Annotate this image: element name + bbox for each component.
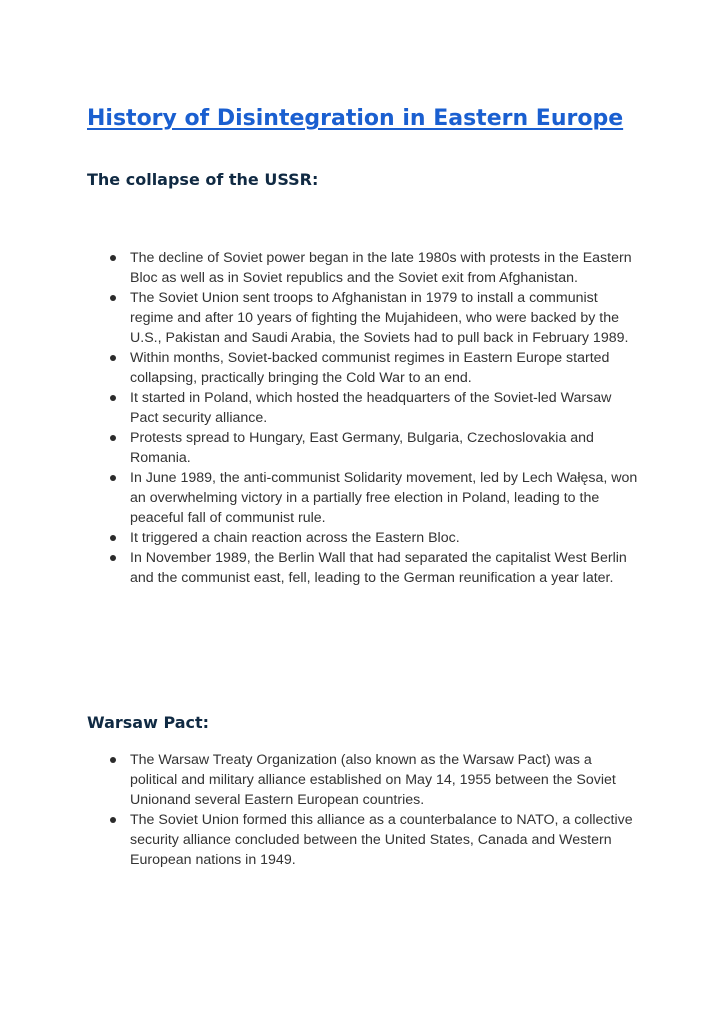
list-item xyxy=(108,750,643,810)
list-item xyxy=(108,468,643,528)
list-item xyxy=(108,810,643,870)
bullet-icon xyxy=(110,535,116,541)
section-heading-warsaw-pact: Warsaw Pact: xyxy=(87,713,210,732)
bullet-icon xyxy=(110,395,116,401)
list-item-text: The Soviet Union sent troops to Afghanistan in 1979 to install a communist regime and after 10 years of fighting the Mujahideen, who were backed by the U.S., Pakistan and Saudi Arabia, the Soviets had to pull back in February 1989. xyxy=(130,290,629,346)
list-item xyxy=(108,388,643,428)
list-item xyxy=(108,348,643,388)
bullet-icon xyxy=(110,817,116,823)
list-item-text: Within months, Soviet-backed communist regimes in Eastern Europe started collapsing, practically bringing the Cold War to an end. xyxy=(130,350,610,386)
warsaw-pact-bullet-list xyxy=(108,750,643,870)
bullet-icon xyxy=(110,255,116,261)
bullet-icon xyxy=(110,475,116,481)
ussr-collapse-bullet-list xyxy=(108,248,643,588)
bullet-icon xyxy=(110,355,116,361)
list-item-text: It started in Poland, which hosted the headquarters of the Soviet-led Warsaw Pact security alliance. xyxy=(130,390,612,426)
list-item xyxy=(108,528,643,548)
section-heading-ussr-collapse: The collapse of the USSR: xyxy=(87,170,319,189)
list-item xyxy=(108,548,643,588)
bullet-icon xyxy=(110,295,116,301)
bullet-icon xyxy=(110,555,116,561)
bullet-icon xyxy=(110,435,116,441)
list-item xyxy=(108,428,643,468)
list-item-text: In November 1989, the Berlin Wall that had separated the capitalist West Berlin and the communist east, fell, leading to the German reunification a year later. xyxy=(130,550,627,586)
list-item-text: Protests spread to Hungary, East Germany, Bulgaria, Czechoslovakia and Romania. xyxy=(130,430,594,466)
list-item-text: The Warsaw Treaty Organization (also known as the Warsaw Pact) was a political and military alliance established on May 14, 1955 between the Soviet Unionand several Eastern European countries. xyxy=(130,752,616,808)
list-item-text: In June 1989, the anti-communist Solidarity movement, led by Lech Wałęsa, won an overwhelming victory in a partially free election in Poland, leading to the peaceful fall of communist rule. xyxy=(130,470,638,526)
bullet-icon xyxy=(110,757,116,763)
document-title-link[interactable]: History of Disintegration in Eastern Europe xyxy=(87,106,624,131)
list-item-text: The decline of Soviet power began in the late 1980s with protests in the Eastern Bloc as well as in Soviet republics and the Soviet exit from Afghanistan. xyxy=(130,250,632,286)
list-item xyxy=(108,288,643,348)
list-item-text: It triggered a chain reaction across the Eastern Bloc. xyxy=(130,530,460,546)
list-item xyxy=(108,248,643,288)
list-item-text: The Soviet Union formed this alliance as a counterbalance to NATO, a collective security alliance concluded between the United States, Canada and Western European nations in 1949. xyxy=(130,812,633,868)
